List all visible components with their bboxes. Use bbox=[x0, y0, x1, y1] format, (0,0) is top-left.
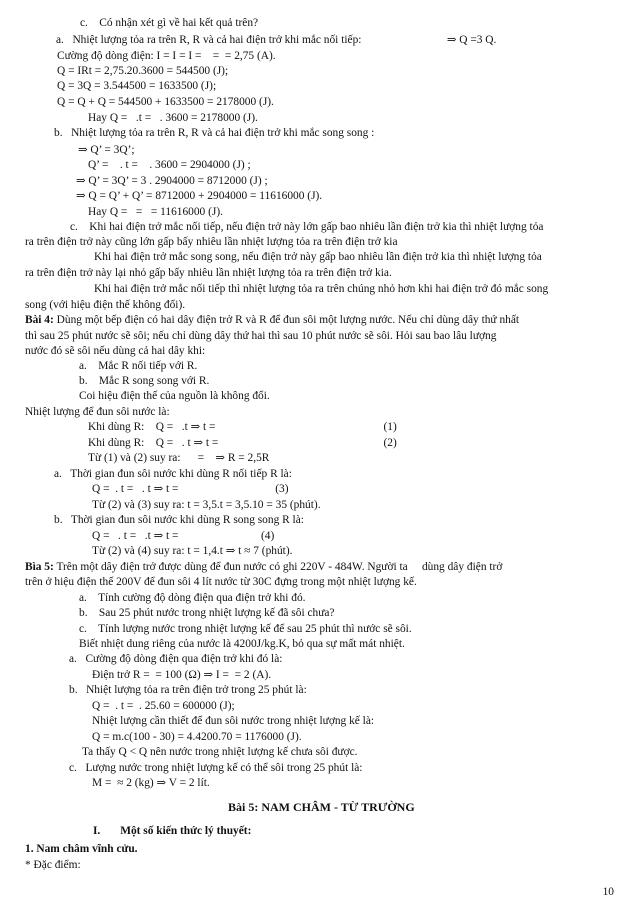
exercise-4-label: Bài 4: bbox=[25, 314, 54, 326]
text-line: Ta thấy Q < Q nên nước trong nhiệt lượng kế chưa sôi được. bbox=[82, 746, 358, 758]
text-line: Q = 3Q = 3.544500 = 1633500 (J); bbox=[57, 80, 217, 92]
text-line: ra trên điện trở này cũng lớn gấp bấy nhiêu lần nhiệt lượng tỏa ra trên điện trở kia bbox=[25, 236, 398, 248]
text-line: Trên một dây điện trở được dùng để đun nước có ghi 220V - 484W. Người ta dùng dây điện trở bbox=[56, 561, 503, 573]
text-line: Dùng một bếp điện có hai dây điện trở R và R để đun sôi một lượng nước. Nếu chỉ dùng dây thứ nhất bbox=[56, 314, 520, 326]
text-line: Nhiệt lượng cần thiết để đun sôi nước trong nhiệt lượng kế là: bbox=[92, 715, 375, 727]
text-line: Hay Q = = = 11616000 (J). bbox=[88, 206, 223, 218]
text-line: ⇒ Q’ = 3Q’ = 3 . 2904000 = 8712000 (J) ; bbox=[76, 175, 268, 187]
text-line: nước đó sẽ sôi nếu dùng cả hai dây khi: bbox=[25, 345, 206, 357]
exercise-5-intro bbox=[25, 560, 502, 574]
section-heading: 1. Nam châm vĩnh cửu. bbox=[25, 843, 138, 855]
text-line: Q’ = . t = . 3600 = 2904000 (J) ; bbox=[88, 159, 251, 171]
text-line: b. Nhiệt lượng tỏa ra trên R, R và cả hai điện trở khi mắc song song : bbox=[54, 127, 375, 139]
text-line: Nhiệt lượng để đun sôi nước là: bbox=[25, 406, 170, 418]
text-line: song (với hiệu điện thế không đổi). bbox=[25, 299, 186, 311]
subsection-heading: I. Một số kiến thức lý thuyết: bbox=[93, 825, 252, 837]
text-line: M = ≈ 2 (kg) ⇒ V = 2 lít. bbox=[92, 777, 210, 789]
text-line: ⇒ Q = Q’ + Q’ = 8712000 + 2904000 = 11616000 (J). bbox=[76, 190, 323, 202]
text-line: a. Nhiệt lượng tỏa ra trên R, R và cả hai điện trở khi mắc nối tiếp: ⇒ Q =3 Q. bbox=[56, 34, 497, 46]
text-line: ⇒ Q’ = 3Q’; bbox=[78, 144, 135, 156]
text-line: * Đặc điểm: bbox=[25, 859, 81, 871]
text-line: c. Có nhận xét gì về hai kết quả trên? bbox=[80, 17, 259, 29]
text-line: c. Tính lượng nước trong nhiệt lượng kế để sau 25 phút thì nước sẽ sôi. bbox=[79, 623, 412, 635]
text-line: Từ (2) và (4) suy ra: t = 1,4.t ⇒ t ≈ 7 (phút). bbox=[92, 545, 293, 557]
text-line: Q = IRt = 2,75.20.3600 = 544500 (J); bbox=[57, 65, 229, 77]
page-number: 10 bbox=[602, 886, 614, 898]
text-line: a. Thời gian đun sôi nước khi dùng R nối tiếp R là: bbox=[54, 468, 292, 480]
text-line: Cường độ dòng điện: I = I = I = = = 2,75 (A). bbox=[57, 50, 276, 62]
text-line: Q = . t = . 25.60 = 600000 (J); bbox=[92, 700, 235, 712]
text-line: Khi hai điện trở mắc nối tiếp thì nhiệt lượng tỏa ra trên chúng nhỏ hơn khi hai điện trở đó mắc song bbox=[94, 283, 549, 295]
text-line: Khi dùng R: Q = .t ⇒ t = (1) bbox=[88, 421, 397, 433]
text-line: b. Thời gian đun sôi nước khi dùng R song song R là: bbox=[54, 514, 304, 526]
text-line: b. Sau 25 phút nước trong nhiệt lượng kế đã sôi chưa? bbox=[79, 607, 335, 619]
text-line: Từ (2) và (3) suy ra: t = 3,5.t = 3,5.10 = 35 (phút). bbox=[92, 499, 321, 511]
text-line: Biết nhiệt dung riêng của nước là 4200J/kg.K, bỏ qua sự mất mát nhiệt. bbox=[79, 638, 405, 650]
text-line: Q = m.c(100 - 30) = 4.4200.70 = 1176000 (J). bbox=[92, 731, 302, 743]
text-line: c. Khi hai điện trở mắc nối tiếp, nếu điện trở này lớn gấp bao nhiêu lần điện trở kia thì nhiệt lượng tỏa bbox=[70, 221, 544, 233]
text-line: Coi hiệu điện thế của nguồn là không đổi. bbox=[79, 390, 270, 402]
section-title: Bài 5: NAM CHÂM - TỪ TRƯỜNG bbox=[228, 800, 415, 814]
text-line: Khi dùng R: Q = . t ⇒ t = (2) bbox=[88, 437, 397, 449]
text-line: Q = Q + Q = 544500 + 1633500 = 2178000 (J). bbox=[57, 96, 274, 108]
text-line: thì sau 25 phút nước sẽ sôi; nếu chỉ dùng dây thứ hai thì sau 10 phút nước sẽ sôi. Hỏi sau bao lâu lượng bbox=[25, 330, 497, 342]
text-line: b. Nhiệt lượng tỏa ra trên điện trở trong 25 phút là: bbox=[69, 684, 307, 696]
text-line: Q = . t = . t ⇒ t = (3) bbox=[92, 483, 289, 495]
text-line: Hay Q = .t = . 3600 = 2178000 (J). bbox=[88, 112, 258, 124]
text-line: a. Tính cường độ dòng điện qua điện trở khi đó. bbox=[79, 592, 306, 604]
exercise-4-intro bbox=[25, 313, 519, 327]
text-line: ra trên điện trở này lại nhỏ gấp bấy nhiêu lần nhiệt lượng tỏa ra trên điện trở kia. bbox=[25, 267, 392, 279]
text-line: Điện trở R = = 100 (Ω) ⇒ I = = 2 (A). bbox=[92, 669, 272, 681]
text-line: Từ (1) và (2) suy ra: = ⇒ R = 2,5R bbox=[88, 452, 270, 464]
text-line: a. Cường độ dòng điện qua điện trở khi đó là: bbox=[69, 653, 283, 665]
text-line: Khi hai điện trở mắc song song, nếu điện trở này gấp bao nhiêu lần điện trở kia thì nhiệt lượng tỏa bbox=[94, 251, 542, 263]
text-line: a. Mắc R nối tiếp với R. bbox=[79, 360, 198, 372]
exercise-5-label: Bìa 5: bbox=[25, 561, 54, 573]
text-line: Q = . t = .t ⇒ t = (4) bbox=[92, 530, 275, 542]
text-line: trên ở hiệu điện thế 200V để đun sôi 4 lít nước từ 30C đựng trong một nhiệt lượng kế. bbox=[25, 576, 417, 588]
text-line: c. Lượng nước trong nhiệt lượng kế có thể sôi trong 25 phút là: bbox=[69, 762, 363, 774]
text-line: b. Mắc R song song với R. bbox=[79, 375, 210, 387]
